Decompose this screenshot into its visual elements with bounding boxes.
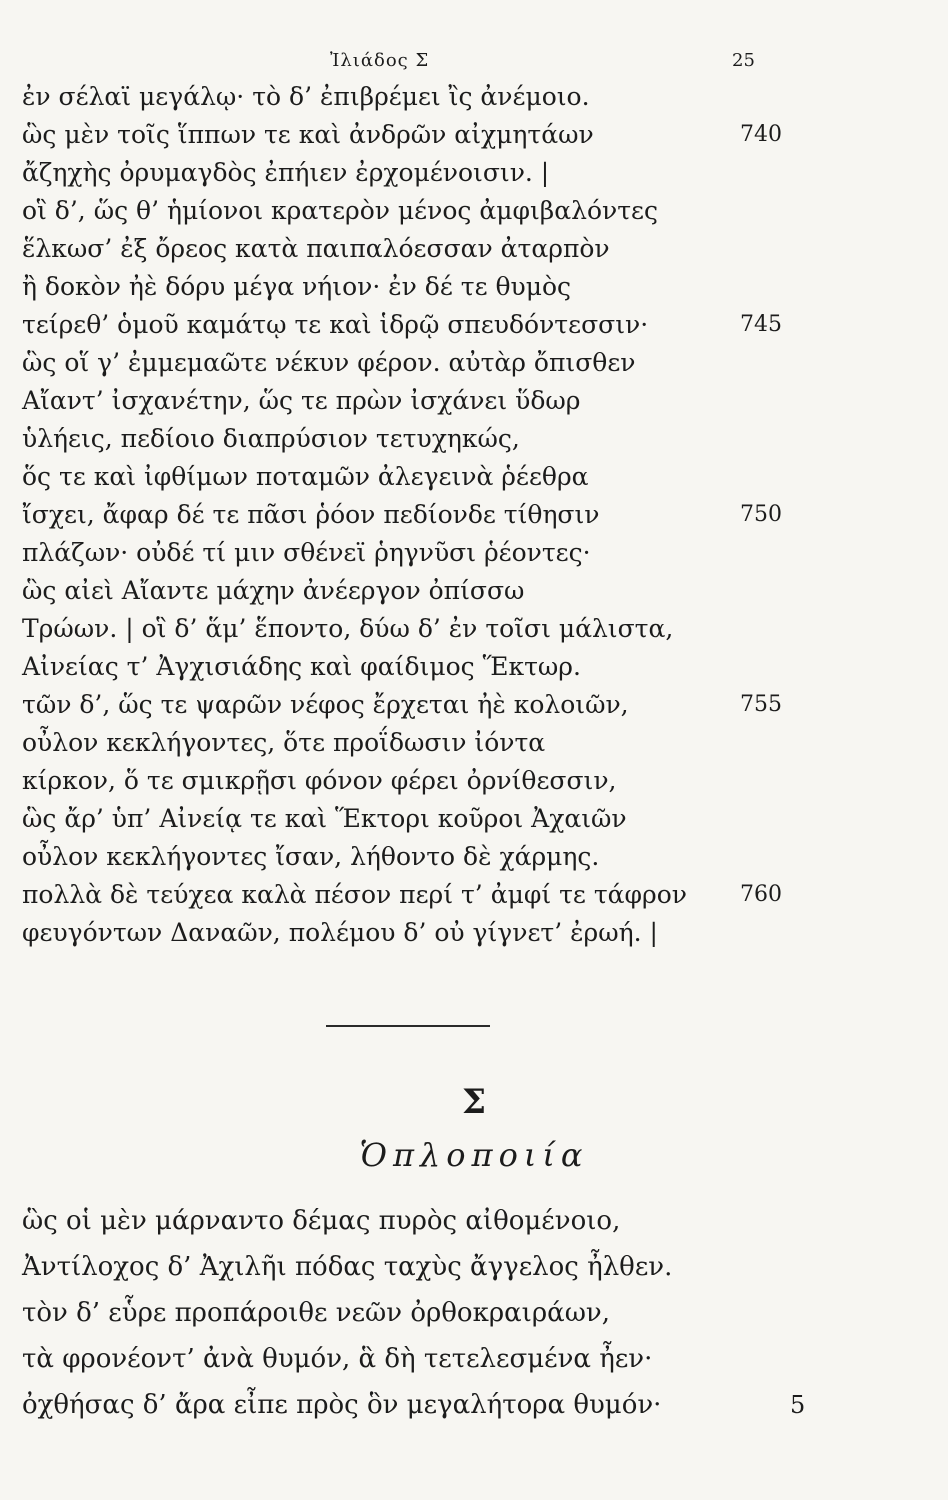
verse-line: πλάζων· οὐδέ τί μιν σθένεϊ ῥηγνῦσι ῥέοντες·: [22, 538, 591, 567]
verse-line: φευγόντων Δαναῶν, πολέμου δ’ οὐ γίγνετ’ ἐρωή. |: [22, 918, 658, 947]
verse-line: Αἰνείας τ’ Ἀγχισιάδης καὶ φαίδιμος Ἕκτωρ.: [22, 652, 581, 681]
verse-line: ἐν σέλαϊ μεγάλῳ· τὸ δ’ ἐπιβρέμει ἲς ἀνέμοιο.: [22, 82, 590, 111]
verse-line: ἄζηχὴς ὀρυμαγδὸς ἐπήιεν ἐρχομένοισιν. |: [22, 158, 550, 187]
verse-line: ὣς μὲν τοῖς ἵππων τε καὶ ἀνδρῶν αἰχμητάων: [22, 120, 594, 149]
verse-line: ὀχθήσας δ’ ἄρα εἶπε πρὸς ὃν μεγαλήτορα θυμόν·: [22, 1390, 662, 1420]
verse-line: ἕλκωσ’ ἐξ ὄρεος κατὰ παιπαλόεσσαν ἀταρπὸν: [22, 234, 610, 263]
verse-line: οἳ δ’, ὥς θ’ ἡμίονοι κρατερὸν μένος ἀμφιβαλόντες: [22, 196, 658, 225]
verse-line: Αἴαντ’ ἰσχανέτην, ὥς τε πρὼν ἰσχάνει ὕδωρ: [22, 386, 581, 415]
verse-line: ὅς τε καὶ ἰφθίμων ποταμῶν ἀλεγεινὰ ῥέεθρα: [22, 462, 589, 491]
book-title: Ὁπλοποιία: [359, 1136, 589, 1174]
book-letter: Σ: [461, 1082, 487, 1122]
verse-line: τὸν δ’ εὗρε προπάροιθε νεῶν ὀρθοκραιράων,: [22, 1298, 610, 1328]
verse-line: ἴσχει, ἄφαρ δέ τε πᾶσι ῥόον πεδίονδε τίθησιν: [22, 500, 600, 529]
line-number: 755: [740, 692, 782, 717]
line-number: 750: [740, 502, 782, 527]
verse-line: ἢ δοκὸν ἠὲ δόρυ μέγα νήιον· ἐν δέ τε θυμὸς: [22, 272, 572, 301]
verse-line: τείρεθ’ ὁμοῦ καμάτῳ τε καὶ ἱδρῷ σπευδόντεσσιν·: [22, 310, 649, 339]
verse-line: οὖλον κεκλήγοντες, ὅτε προΐδωσιν ἰόντα: [22, 728, 546, 757]
line-number: 740: [740, 122, 782, 147]
verse-line: Ἀντίλοχος δ’ Ἀχιλῆι πόδας ταχὺς ἄγγελος ἦλθεν.: [22, 1252, 673, 1282]
page-number: 25: [732, 50, 755, 71]
verse-line: κίρκον, ὅ τε σμικρῇσι φόνον φέρει ὀρνίθεσσιν,: [22, 766, 617, 795]
line-number: 760: [740, 882, 782, 907]
verse-line: οὖλον κεκλήγοντες ἴσαν, λήθοντο δὲ χάρμης.: [22, 842, 600, 871]
verse-line: τὰ φρονέοντ’ ἀνὰ θυμόν, ἃ δὴ τετελεσμένα ἦεν·: [22, 1344, 653, 1374]
verse-line: τῶν δ’, ὥς τε ψαρῶν νέφος ἔρχεται ἠὲ κολοιῶν,: [22, 690, 629, 719]
verse-line: Τρώων. | οἳ δ’ ἅμ’ ἕποντο, δύω δ’ ἐν τοῖσι μάλιστα,: [22, 614, 674, 643]
section-divider: [326, 1025, 490, 1027]
running-title: Ἰλιάδος Σ: [330, 50, 430, 71]
verse-line: ὣς ἄρ’ ὑπ’ Αἰνείᾳ τε καὶ Ἕκτορι κοῦροι Ἀχαιῶν: [22, 804, 627, 833]
verse-line: ὣς οἵ γ’ ἐμμεμαῶτε νέκυν φέρον. αὐτὰρ ὄπισθεν: [22, 348, 636, 377]
line-number: 745: [740, 312, 782, 337]
line-number: 5: [790, 1391, 806, 1419]
verse-line: ὑλήεις, πεδίοιο διαπρύσιον τετυχηκώς,: [22, 424, 520, 453]
verse-line: ὣς αἰεὶ Αἴαντε μάχην ἀνέεργον ὀπίσσω: [22, 576, 525, 605]
verse-line: πολλὰ δὲ τεύχεα καλὰ πέσον περί τ’ ἀμφί τε τάφρον: [22, 880, 687, 909]
verse-line: ὣς οἱ μὲν μάρναντο δέμας πυρὸς αἰθομένοιο,: [22, 1206, 621, 1236]
